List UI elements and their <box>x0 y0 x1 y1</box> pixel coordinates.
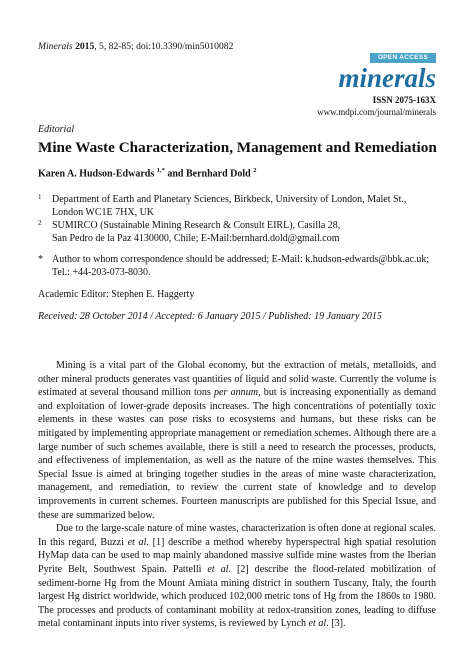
paragraph-1-emphasis: per annum <box>213 387 259 399</box>
correspondence-line-2: Tel.: +44-203-073-8030. <box>52 266 151 278</box>
citation-line <box>38 41 233 52</box>
author-conjunction: and <box>164 168 186 180</box>
author-1-marker: 1,* <box>156 167 165 174</box>
article-type: Editorial <box>38 124 75 135</box>
paragraph-2-emphasis-1: et al <box>127 536 147 548</box>
publication-dates: Received: 28 October 2014 / Accepted: 6 January 2015 / Published: 19 January 2015 <box>38 311 382 322</box>
author-line <box>38 167 256 179</box>
journal-logo: minerals <box>338 63 436 93</box>
author-2: Bernhard Dold <box>186 168 251 180</box>
correspondence-line-1: Author to whom correspondence should be addressed; E-Mail: k.hudson-edwards@bbk.ac.uk; <box>52 254 430 265</box>
body-text <box>38 359 436 631</box>
citation-details: , 5, 82-85; doi:10.3390/min5010082 <box>94 41 234 52</box>
author-2-marker: 2 <box>253 167 257 174</box>
affiliation-2-number: 2 <box>38 219 42 227</box>
journal-url[interactable]: www.mdpi.com/journal/minerals <box>317 107 436 117</box>
open-access-badge: OPEN ACCESS <box>370 53 436 63</box>
issn: ISSN 2075-163X <box>372 95 436 105</box>
paragraph-2-text-d: . [3]. <box>326 618 346 630</box>
affiliation-1-number: 1 <box>38 193 42 201</box>
paragraph-2-emphasis-3: et al <box>308 618 327 630</box>
paragraph-2-text-b: . [1] describe a method whereby hyperspectral high spatial resolution HyMap data can be used to map mainly abandoned massive sulfide mine wastes from the Iberian Pyrite Belt, Southwest Spain. Pattelli <box>38 536 437 575</box>
paragraph-2-emphasis-2: et al <box>207 563 229 575</box>
affiliation-1-line-1: Department of Earth and Planetary Sciences, Birkbeck, University of London, Malet St., <box>52 194 407 205</box>
author-1: Karen A. Hudson-Edwards <box>38 168 155 180</box>
citation-year: 2015 <box>75 41 95 52</box>
paragraph-1-text-b: , but is increasing exponentially as demand and exploitation of lower-grade deposits increases. The high concentrations of potentially toxic elements in these wastes can pose risks to ecosystems and humans, but these risks can be mitigated by implementing appropriate management or remediation schemes. Although there are a large number of such schemes available, there is still a need to research the processes, products, and effectiveness of implementation, as well as the nature of the mine wastes themselves. This Special Issue is aimed at bringing together studies in the areas of mine waste characterization, management, and remediation, to review the current state of knowledge and to develop improvements in current schemes. Fourteen manuscripts are published for this Special Issue, and these are summarized below. <box>38 387 436 521</box>
paragraph-2 <box>38 522 436 631</box>
article-title: Mine Waste Characterization, Management and Remediation <box>38 139 437 156</box>
academic-editor: Academic Editor: Stephen E. Haggerty <box>38 289 195 300</box>
paragraph-1-text-a: Mining is a vital part of the Global economy, but the extraction of metals, metalloids, and other mineral products generates vast quantities of liquid and solid waste. Currently the volume is estimated at several thousand million tons <box>38 360 436 399</box>
citation-journal: Minerals <box>38 41 73 52</box>
correspondence-marker: * <box>38 254 43 265</box>
affiliation-2-line-2: San Pedro de la Paz 4130000, Chile; E-Mail:bernhard.dold@gmail.com <box>52 232 340 244</box>
affiliation-2-line-1: SUMIRCO (Sustainable Mining Research & Consult EIRL), Casilla 28, <box>52 220 341 231</box>
affiliation-1-line-2: London WC1E 7HX, UK <box>52 206 155 218</box>
paragraph-2-text-a: Due to the large-scale nature of mine wastes, characterization is often done at regional scales. In this regard, Buzzi <box>38 523 436 548</box>
paragraph-1 <box>38 359 436 522</box>
paragraph-2-text-c: . [2] describe the flood-related mobilization of sediment-borne Hg from the Mount Amiata mining district in southern Tuscany, Italy, the fourth largest Hg district worldwide, which produced 102,000 metric tons of Hg from the 1860s to 1980. The processes and products of contaminant mobility at redox-transition zones, leading to diffuse metal contaminant inputs into river systems, is reviewed by Lynch <box>38 563 436 630</box>
